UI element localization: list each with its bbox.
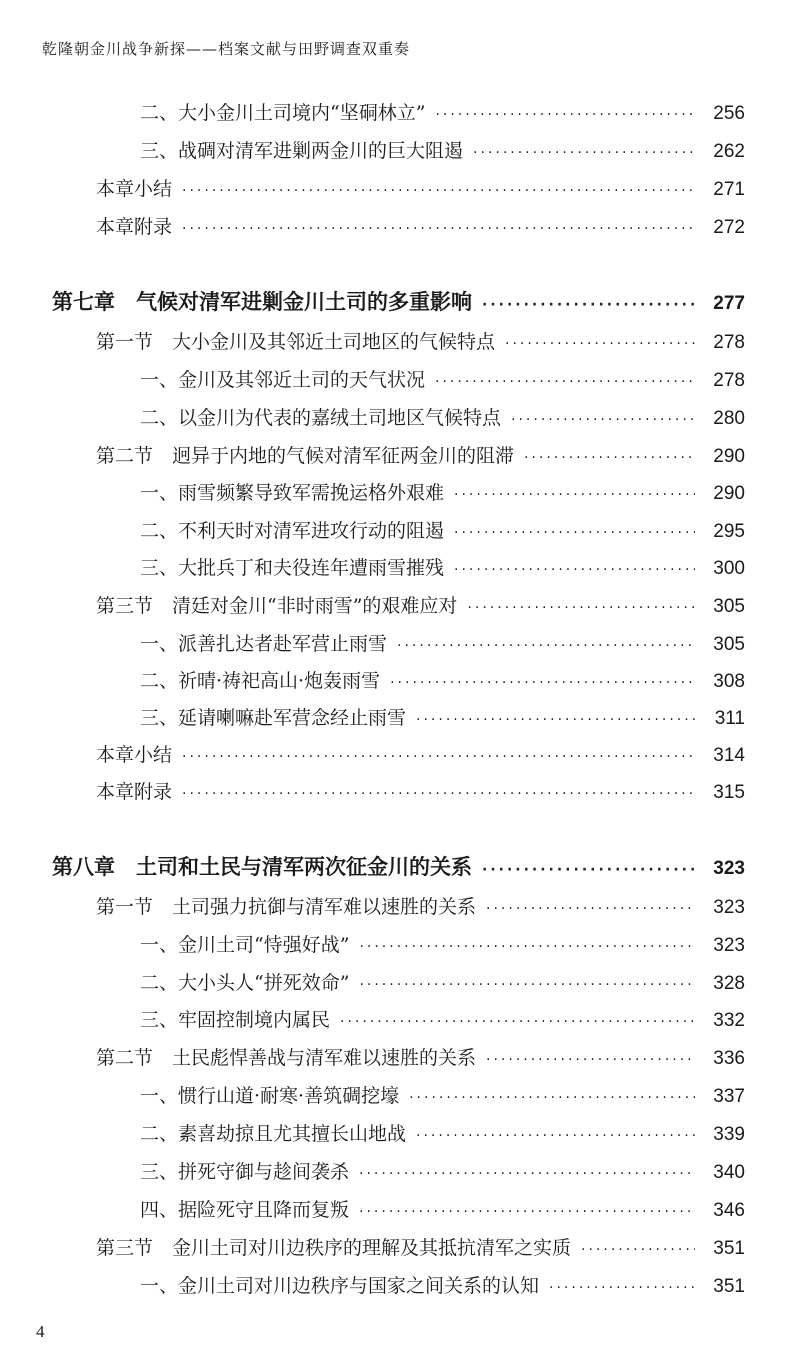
dot-leader [359, 1204, 695, 1220]
toc-entry-title: 三、大批兵丁和夫役连年遭雨雪摧残 [140, 557, 445, 579]
toc-entry-title: 一、金川土司对川边秩序与国家之间关系的认知 [140, 1275, 540, 1297]
toc-entry-item [140, 703, 745, 730]
toc-entry-item [140, 553, 745, 580]
toc-entry-page: 311 [714, 708, 745, 729]
toc-entry-page: 340 [713, 1162, 745, 1183]
toc-entry-item [140, 629, 745, 656]
toc-entry-chapter [52, 286, 745, 316]
toc-entry-item [140, 136, 745, 163]
dot-leader [486, 901, 695, 917]
toc-entry-chapter [52, 851, 745, 881]
dot-leader [467, 600, 695, 616]
toc-entry-section [96, 591, 745, 618]
toc-entry-section [96, 1233, 745, 1260]
toc-entry-title: 第二节 迥异于内地的气候对清军征两金川的阻滞 [96, 445, 515, 467]
toc-entry-title: 三、拼死守御与趁间袭杀 [140, 1161, 350, 1183]
toc-entry-page: 280 [713, 408, 745, 429]
toc-entry-title: 本章附录 [96, 781, 173, 803]
toc-entry-title: 一、金川土司“恃强好战” [140, 934, 350, 956]
toc-entry-item [140, 1081, 745, 1108]
toc-entry-title: 二、大小金川土司境内“坚硐林立” [140, 102, 426, 124]
toc-entry-page: 272 [713, 217, 745, 238]
toc-entry-title: 二、不利天时对清军进攻行动的阻遏 [140, 520, 445, 542]
toc-entry-item [140, 98, 745, 125]
toc-entry-title: 三、延请喇嘛赴军营念经止雨雪 [140, 707, 407, 729]
toc-entry-item [140, 1195, 745, 1222]
toc-entry-title: 一、雨雪频繁导致军需挽运格外艰难 [140, 482, 445, 504]
dot-leader [482, 297, 695, 313]
toc-entry-page: 290 [713, 446, 745, 467]
toc-entry-title: 二、祈晴·祷祀高山·炮轰雨雪 [140, 670, 381, 692]
dot-leader [182, 749, 695, 765]
toc-entry-page: 346 [713, 1200, 745, 1221]
toc-entry-title: 第二节 土民彪悍善战与清军难以速胜的关系 [96, 1047, 477, 1069]
dot-leader [182, 221, 695, 237]
toc-entry-page: 278 [713, 370, 745, 391]
dot-leader [416, 1128, 695, 1144]
toc-entry-page: 328 [713, 973, 745, 994]
dot-leader [549, 1280, 695, 1296]
toc-entry-title: 一、金川及其邻近土司的天气状况 [140, 369, 426, 391]
dot-leader [416, 712, 695, 728]
toc-entry-item [140, 1005, 745, 1032]
toc-entry-page: 308 [713, 671, 745, 692]
toc-entry-page: 271 [713, 179, 745, 200]
toc-entry-title: 二、以金川为代表的嘉绒土司地区气候特点 [140, 407, 502, 429]
dot-leader [409, 1090, 695, 1106]
dot-leader [435, 374, 695, 390]
toc-entry-page: 305 [713, 596, 745, 617]
toc-entry-title: 三、战碉对清军进剿两金川的巨大阻遏 [140, 140, 464, 162]
toc-entry-summary [96, 777, 745, 804]
toc-entry-item [140, 516, 745, 543]
toc-entry-title: 第一节 大小金川及其邻近土司地区的气候特点 [96, 331, 496, 353]
dot-leader [486, 1052, 695, 1068]
dot-leader [581, 1242, 695, 1258]
dot-leader [359, 977, 695, 993]
toc-entry-title: 四、据险死守且降而复叛 [140, 1199, 350, 1221]
toc-entry-page: 300 [713, 558, 745, 579]
toc-entry-title: 第八章 土司和土民与清军两次征金川的关系 [52, 854, 472, 879]
toc-entry-title: 第三节 清廷对金川“非时雨雪”的艰难应对 [96, 595, 458, 617]
toc-entry-page: 323 [713, 935, 745, 956]
toc-entry-title: 第三节 金川土司对川边秩序的理解及其抵抗清军之实质 [96, 1237, 572, 1259]
dot-leader [390, 675, 695, 691]
toc-entry-item [140, 930, 745, 957]
toc-entry-page: 295 [713, 521, 745, 542]
toc-entry-page: 339 [713, 1124, 745, 1145]
toc-entry-page: 256 [713, 103, 745, 124]
dot-leader [482, 862, 695, 878]
toc-entry-item [140, 1157, 745, 1184]
running-header: 乾隆朝金川战争新探——档案文献与田野调查双重奏 [42, 40, 411, 58]
toc-entry-page: 262 [713, 141, 745, 162]
toc-entry-page: 278 [713, 332, 745, 353]
dot-leader [182, 786, 695, 802]
toc-entry-page: 332 [713, 1010, 745, 1031]
toc-entry-page: 336 [713, 1048, 745, 1069]
dot-leader [505, 336, 695, 352]
dot-leader [524, 450, 695, 466]
toc-entry-page: 305 [713, 634, 745, 655]
toc-entry-title: 二、素喜劫掠且尤其擅长山地战 [140, 1123, 407, 1145]
toc-entry-page: 337 [713, 1086, 745, 1107]
toc-entry-section [96, 892, 745, 919]
dot-leader [359, 939, 695, 955]
toc-entry-item [140, 968, 745, 995]
toc-entry-item [140, 1119, 745, 1146]
toc-entry-page: 351 [713, 1238, 745, 1259]
toc-entry-page: 314 [713, 745, 745, 766]
dot-leader [454, 487, 695, 503]
toc-entry-section [96, 327, 745, 354]
toc-entry-page: 277 [713, 293, 745, 314]
toc-entry-item [140, 478, 745, 505]
toc-entry-title: 三、牢固控制境内属民 [140, 1009, 331, 1031]
toc-entry-summary [96, 212, 745, 239]
toc-entry-summary [96, 174, 745, 201]
dot-leader [340, 1014, 695, 1030]
dot-leader [359, 1166, 695, 1182]
toc-entry-title: 第七章 气候对清军进剿金川土司的多重影响 [52, 289, 472, 314]
toc-entry-title: 一、惯行山道·耐寒·善筑碉挖壕 [140, 1085, 400, 1107]
toc-entry-page: 351 [713, 1276, 745, 1297]
dot-leader [454, 562, 695, 578]
toc-entry-page: 315 [713, 782, 745, 803]
dot-leader [435, 107, 695, 123]
dot-leader [511, 412, 695, 428]
dot-leader [454, 525, 695, 541]
toc-entry-item [140, 403, 745, 430]
toc-entry-item [140, 365, 745, 392]
toc-entry-section [96, 1043, 745, 1070]
toc-entry-page: 290 [713, 483, 745, 504]
dot-leader [182, 183, 695, 199]
toc-entry-summary [96, 740, 745, 767]
toc-entry-section [96, 441, 745, 468]
toc-entry-item [140, 1271, 745, 1298]
toc-entry-title: 本章小结 [96, 744, 173, 766]
toc-entry-title: 本章小结 [96, 178, 173, 200]
toc-entry-title: 二、大小头人“拼死效命” [140, 972, 350, 994]
page-number: 4 [36, 1322, 45, 1341]
toc-entry-item [140, 666, 745, 693]
toc-entry-page: 323 [713, 897, 745, 918]
toc-entry-page: 323 [713, 858, 745, 879]
toc-entry-title: 本章附录 [96, 216, 173, 238]
dot-leader [397, 638, 695, 654]
toc-entry-title: 一、派善扎达者赴军营止雨雪 [140, 633, 388, 655]
dot-leader [473, 145, 695, 161]
toc-entry-title: 第一节 土司强力抗御与清军难以速胜的关系 [96, 896, 477, 918]
